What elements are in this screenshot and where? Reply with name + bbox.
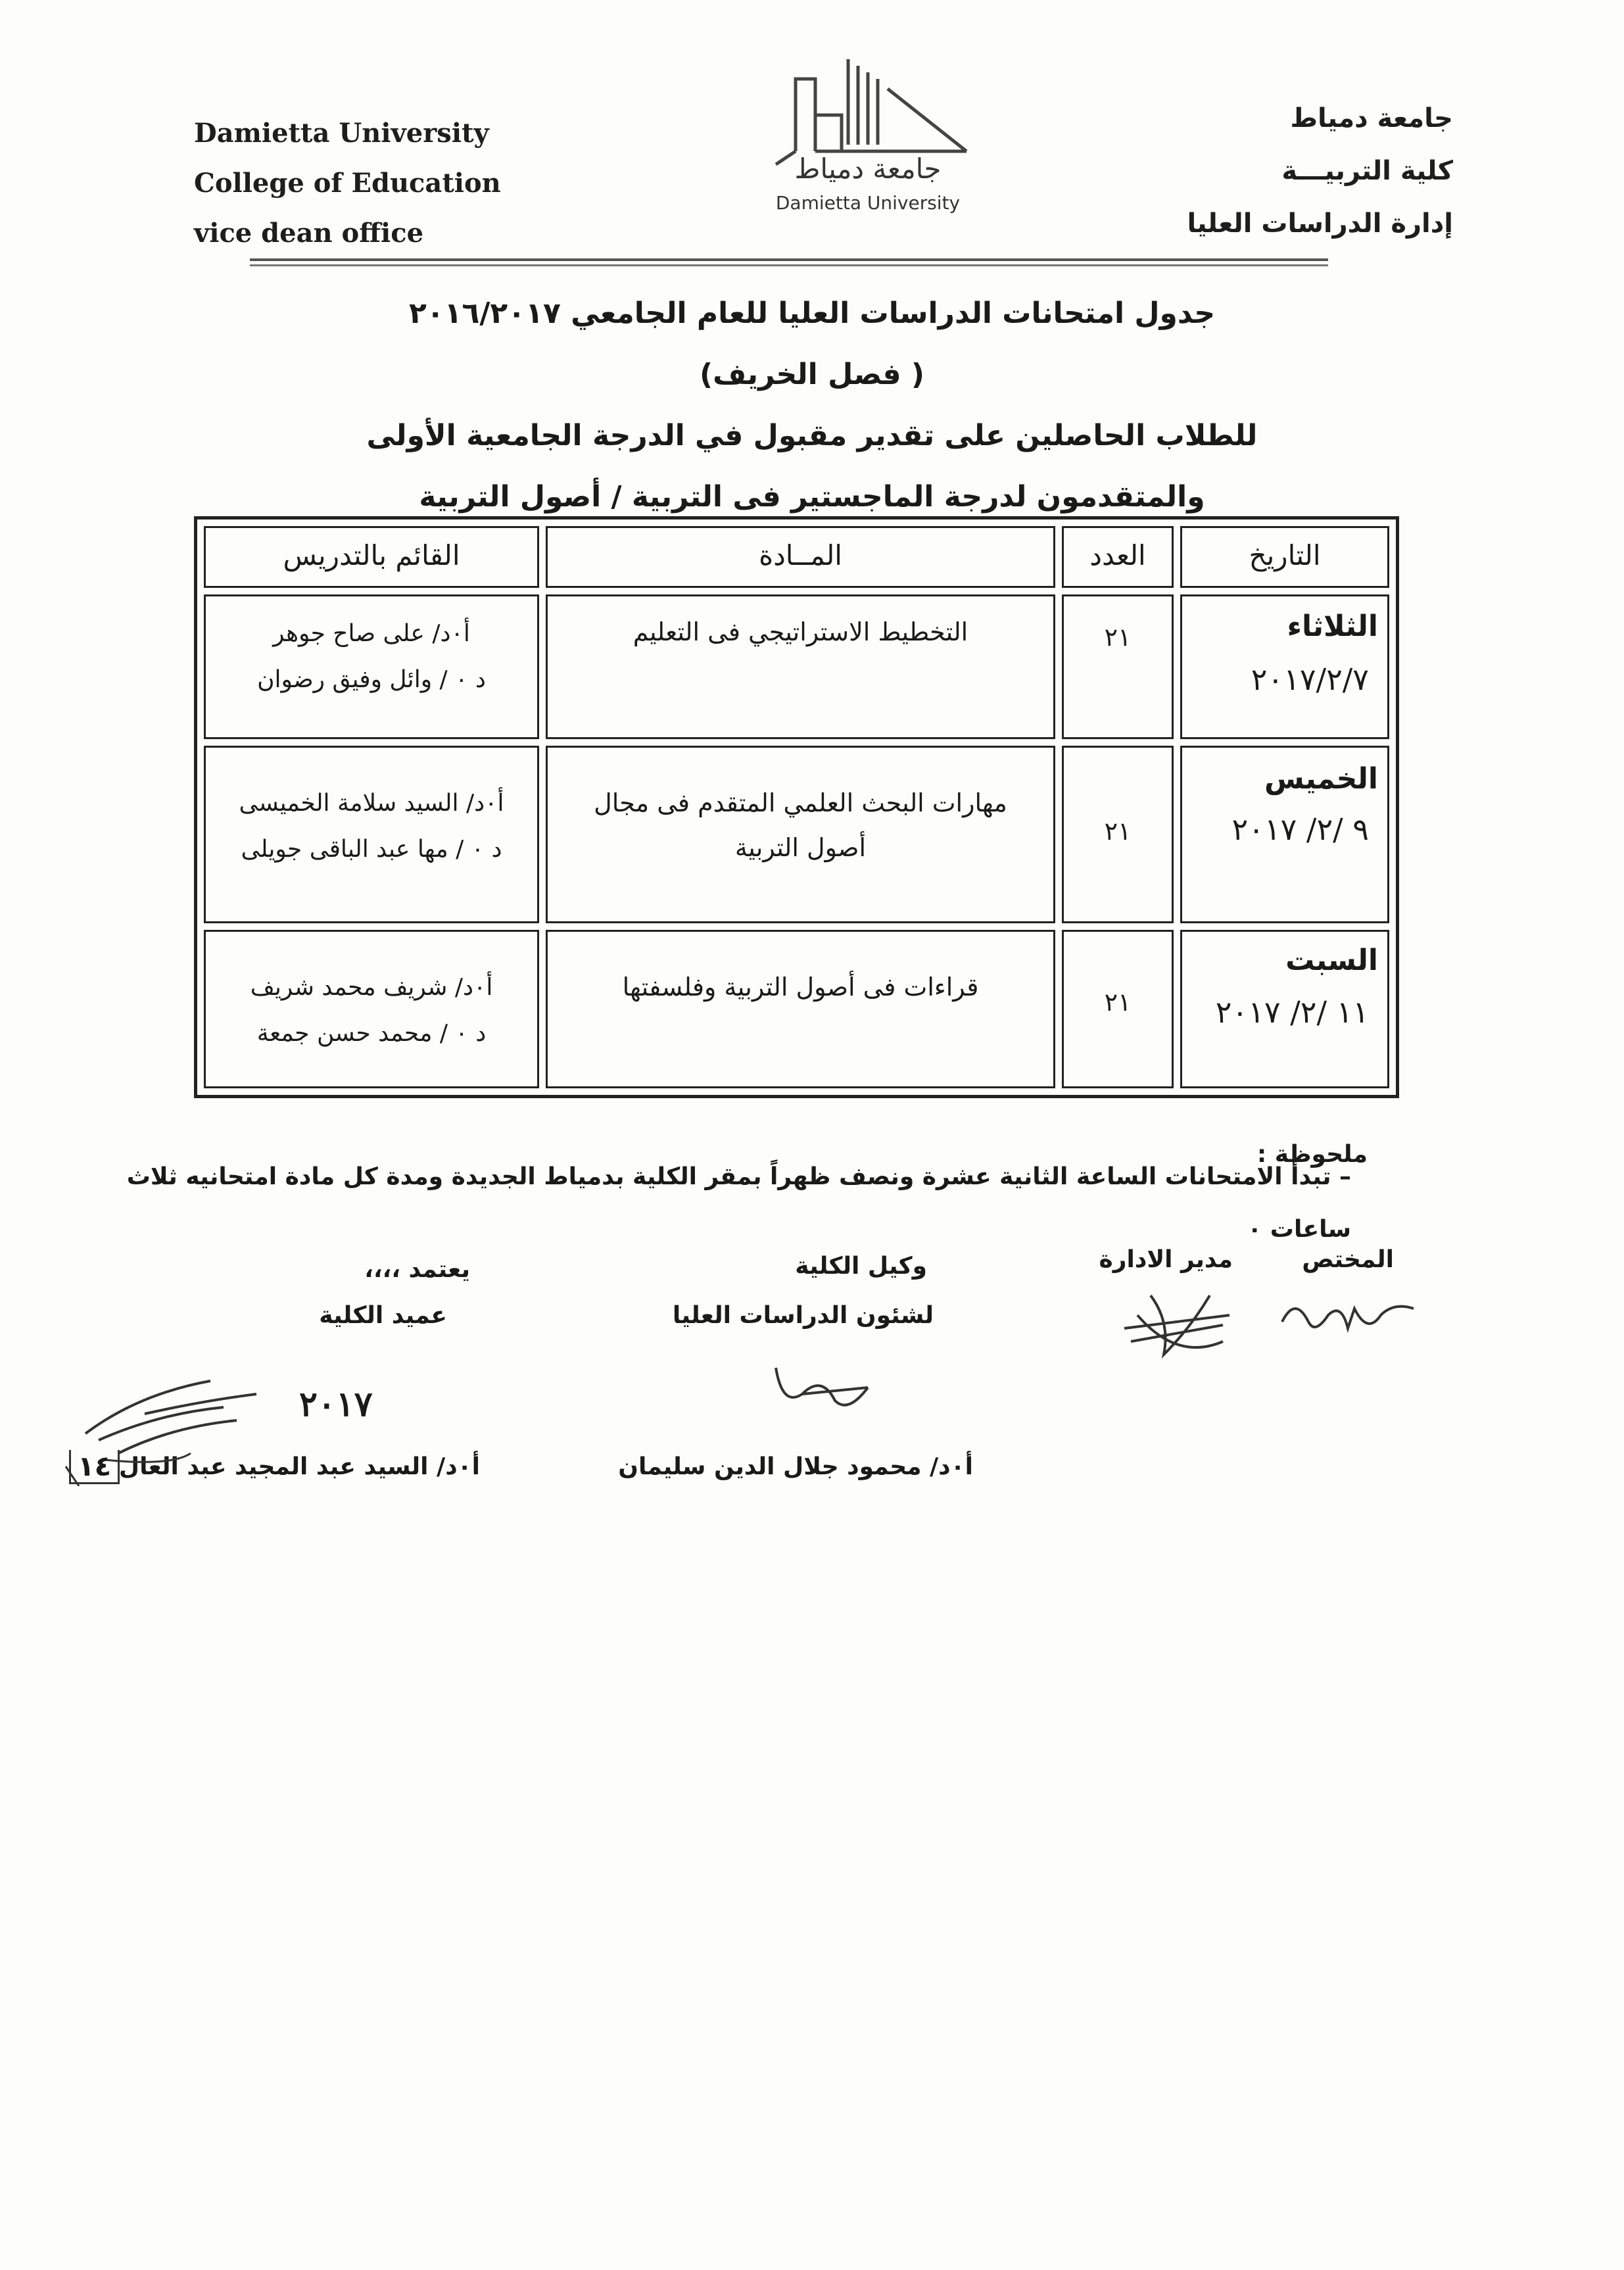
dean-name: أ٠د/ السيد عبد المجيد عبد العال bbox=[118, 1453, 480, 1480]
vice-dean-name: أ٠د/ محمود جلال الدين سليمان bbox=[618, 1453, 973, 1480]
admin-director-signature bbox=[1111, 1282, 1243, 1368]
row-2-teacher-1: أ٠د/ السيد سلامة الخميسى bbox=[239, 790, 504, 817]
university-name-en: Damietta University bbox=[194, 118, 489, 149]
row-1-teacher bbox=[204, 594, 539, 739]
document-titles bbox=[197, 283, 1427, 527]
vice-dean-title-1: وكيل الكلية bbox=[795, 1253, 927, 1280]
header-divider bbox=[250, 258, 1328, 266]
row-2-count: ٢١ bbox=[1062, 746, 1174, 923]
title-line-3: للطلاب الحاصلين على تقدير مقبول في الدرجة الجامعية الأولى bbox=[366, 419, 1258, 452]
vice-dean-title-2: لشئون الدراسات العليا bbox=[672, 1302, 934, 1329]
dean-date-day: ١٤ bbox=[69, 1450, 120, 1484]
row-1-teacher-2: د ٠ / وائل وفيق رضوان bbox=[257, 666, 486, 693]
title-line-2: ( فصل الخريف) bbox=[700, 358, 924, 391]
row-3-day: السبت bbox=[1285, 944, 1378, 977]
header-english bbox=[194, 109, 501, 258]
row-3-date: ١١ /٢/ ٢٠١٧ bbox=[1215, 994, 1369, 1030]
row-1-subject: التخطيط الاستراتيجي فى التعليم bbox=[546, 594, 1055, 739]
exam-schedule-table bbox=[194, 516, 1399, 1098]
dean-date-note: ٢٠١٧ bbox=[299, 1384, 373, 1424]
row-2-date: ٩ /٢/ ٢٠١٧ bbox=[1231, 811, 1369, 847]
title-line-4: والمتقدمون لدرجة الماجستير فى التربية / أصول التربية bbox=[419, 480, 1205, 514]
specialist-label: المختص bbox=[1302, 1246, 1394, 1273]
dean-title: عميد الكلية bbox=[319, 1302, 447, 1329]
university-name-ar: جامعة دمياط bbox=[1290, 103, 1453, 133]
table-row-2-date bbox=[1180, 746, 1389, 923]
note-label: ملحوظة : bbox=[1256, 1141, 1368, 1168]
row-2-subject: مهارات البحث العلمي المتقدم فى مجال أصول التربية bbox=[546, 746, 1055, 923]
header-date: التاريخ bbox=[1180, 526, 1389, 588]
office-name-ar: إدارة الدراسات العليا bbox=[1187, 208, 1453, 239]
approved-label: يعتمد ،،،، bbox=[364, 1256, 470, 1283]
title-line-1: جدول امتحانات الدراسات العليا للعام الجامعي ٢٠١٦/٢٠١٧ bbox=[408, 297, 1216, 330]
office-name-en: vice dean office bbox=[194, 218, 424, 249]
table-row-3-date bbox=[1180, 930, 1389, 1088]
header-teacher: القائم بالتدريس bbox=[204, 526, 539, 588]
header-subject: المــادة bbox=[546, 526, 1055, 588]
row-1-date: ٢٠١٧/٢/٧ bbox=[1251, 662, 1369, 697]
specialist-signature bbox=[1269, 1282, 1427, 1355]
college-name-en: College of Education bbox=[194, 168, 501, 199]
note-text: – تبدأ الامتحانات الساعة الثانية عشرة ونصف ظهراً بمقر الكلية بدمياط الجديدة ومدة كل مادة امتحانيه ثلاث ساعات ٠ bbox=[126, 1163, 1351, 1243]
row-2-teacher-2: د ٠ / مها عبد الباقى جويلى bbox=[241, 836, 502, 863]
header-count: العدد bbox=[1062, 526, 1174, 588]
row-3-count: ٢١ bbox=[1062, 930, 1174, 1088]
vice-dean-signature bbox=[763, 1348, 881, 1427]
row-3-teacher-2: د ٠ / محمد حسن جمعة bbox=[256, 1020, 487, 1047]
row-2-day: الخميس bbox=[1264, 762, 1378, 796]
row-3-subject: قراءات فى أصول التربية وفلسفتها bbox=[546, 930, 1055, 1088]
table-row-1-date bbox=[1180, 594, 1389, 739]
logo-text-ar: جامعة دمياط bbox=[794, 153, 942, 185]
row-1-teacher-1: أ٠د/ على صاح جوهر bbox=[273, 620, 470, 647]
row-3-teacher-1: أ٠د/ شريف محمد شريف bbox=[250, 974, 493, 1001]
logo-text-en: Damietta University bbox=[775, 192, 961, 214]
row-1-count: ٢١ bbox=[1062, 594, 1174, 739]
row-3-teacher bbox=[204, 930, 539, 1088]
row-2-teacher bbox=[204, 746, 539, 923]
row-1-day: الثلاثاء bbox=[1287, 610, 1378, 643]
header-arabic bbox=[1187, 92, 1453, 250]
admin-director-label: مدير الادارة bbox=[1099, 1246, 1233, 1273]
college-name-ar: كلية التربيـــة bbox=[1281, 156, 1453, 186]
